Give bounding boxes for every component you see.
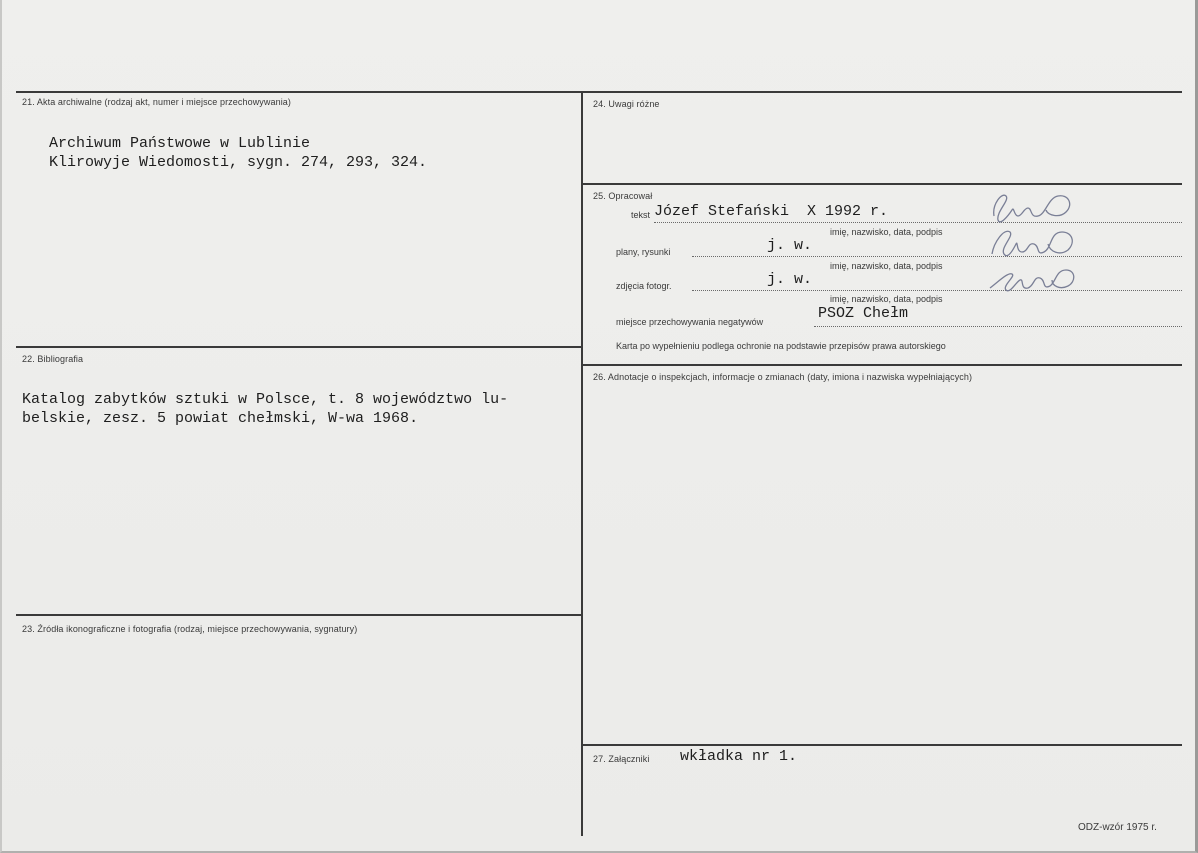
- section-21-line1: Archiwum Państwowe w Lublinie: [49, 135, 311, 152]
- plany-caption: imię, nazwisko, data, podpis: [830, 261, 943, 271]
- negatywy-label: miejsce przechowywania negatywów: [616, 317, 764, 327]
- negatywy-dotted-line: [814, 326, 1182, 327]
- column-divider: [581, 91, 583, 836]
- section-27-label: 27. Załączniki: [593, 754, 650, 764]
- rule-25-26: [583, 364, 1182, 366]
- rule-22-23: [16, 614, 581, 616]
- zdjecia-caption: imię, nazwisko, data, podpis: [830, 294, 943, 304]
- section-22-line1: Katalog zabytków sztuki w Polsce, t. 8 województwo lu-: [22, 391, 509, 408]
- signature-3: [984, 258, 1084, 300]
- rule-21-22: [16, 346, 581, 348]
- section-24-label: 24. Uwagi różne: [593, 99, 660, 109]
- zdjecia-label: zdjęcia fotogr.: [616, 281, 672, 291]
- section-21-line2: Klirowyje Wiedomosti, sygn. 274, 293, 324.: [49, 154, 428, 171]
- karta-note: Karta po wypełnieniu podlega ochronie na podstawie przepisów prawa autorskiego: [616, 341, 946, 351]
- section-22-label: 22. Bibliografia: [22, 354, 84, 364]
- rule-26-27: [583, 744, 1182, 746]
- section-25-label: 25. Opracował: [593, 191, 653, 201]
- negatywy-value: PSOZ Chełm: [818, 305, 909, 322]
- plany-label: plany, rysunki: [616, 247, 671, 257]
- plany-dotted-line: [692, 256, 1182, 257]
- tekst-label: tekst: [631, 210, 651, 220]
- section-26-label: 26. Adnotacje o inspekcjach, informacje o zmianach (daty, imiona i nazwiska wypełniających): [593, 372, 973, 382]
- tekst-dotted-line: [654, 222, 1182, 223]
- form-id: ODZ-wzór 1975 r.: [1078, 822, 1157, 833]
- top-rule: [16, 91, 1182, 93]
- section-23-label: 23. Źródła ikonograficzne i fotografia (rodzaj, miejsce przechowywania, sygnatury): [22, 624, 358, 634]
- zdjecia-dotted-line: [692, 290, 1182, 291]
- rule-24-25: [583, 183, 1182, 185]
- plany-value: j. w.: [767, 237, 813, 254]
- tekst-caption: imię, nazwisko, data, podpis: [830, 227, 943, 237]
- section-27-value: wkładka nr 1.: [680, 748, 798, 765]
- section-21-label: 21. Akta archiwalne (rodzaj akt, numer i miejsce przechowywania): [22, 97, 292, 107]
- tekst-value: Józef Stefański X 1992 r.: [654, 203, 889, 220]
- zdjecia-value: j. w.: [767, 271, 813, 288]
- section-22-line2: belskie, zesz. 5 powiat chełmski, W-wa 1968.: [22, 410, 419, 427]
